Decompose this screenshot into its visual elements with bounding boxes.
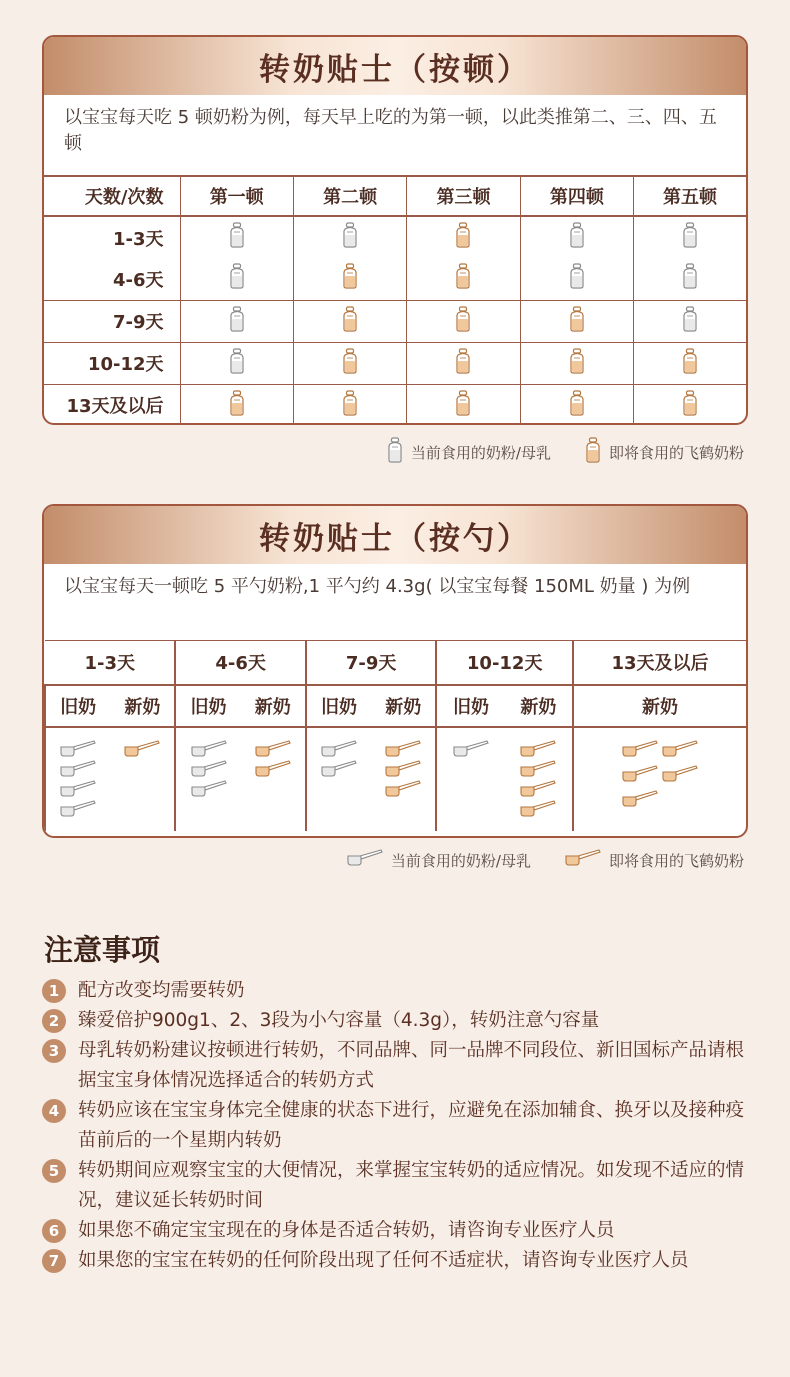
new-formula-scoop-icon — [520, 780, 556, 800]
day-range-header: 1-3天 — [45, 641, 175, 685]
new-formula-scoop-icon — [620, 790, 660, 813]
new-formula-scoop-icon — [660, 740, 700, 763]
current-formula-bottle-icon — [520, 216, 633, 258]
new-formula-bottle-icon — [293, 384, 406, 425]
bottle-icon — [585, 437, 609, 467]
new-formula-scoop-icon — [520, 740, 556, 760]
table-row — [44, 384, 746, 425]
day-range-header: 7-9天 — [306, 641, 436, 685]
current-formula-scoop-icon — [60, 800, 96, 820]
table-header: 第一顿 — [180, 176, 293, 216]
new-formula-scoop-icon — [620, 765, 660, 788]
new-formula-bottle-icon — [293, 342, 406, 384]
table-row — [44, 258, 746, 300]
legend-item-new — [565, 849, 744, 871]
current-formula-bottle-icon — [180, 300, 293, 342]
legend-item-old — [387, 437, 551, 467]
new-formula-bottle-icon — [293, 300, 406, 342]
table-header: 第四顿 — [520, 176, 633, 216]
new-formula-label: 新奶 — [110, 685, 175, 727]
new-formula-bottle-icon — [634, 384, 746, 425]
old-formula-label: 旧奶 — [175, 685, 240, 727]
spoon-schedule-table — [44, 640, 746, 831]
new-formula-bottle-icon — [407, 384, 520, 425]
new-formula-scoop-icon — [520, 800, 556, 820]
old-scoops — [45, 727, 110, 831]
current-formula-scoop-icon — [191, 780, 227, 800]
new-formula-label: 新奶 — [241, 685, 306, 727]
day-range-header: 10-12天 — [436, 641, 573, 685]
legend-item-new — [585, 437, 744, 467]
new-formula-scoop-icon — [385, 760, 421, 780]
card-title: 转奶贴士（按勺） — [44, 506, 746, 564]
table-header: 第二顿 — [293, 176, 406, 216]
note-text: 转奶期间应观察宝宝的大便情况，来掌握宝宝转奶的适应情况。如发现不适应的情况，建议延长转奶时间 — [78, 1160, 745, 1211]
day-range-label: 1-3天 — [44, 216, 180, 258]
new-scoops — [371, 727, 436, 831]
new-formula-scoop-icon — [124, 740, 160, 760]
current-formula-bottle-icon — [520, 258, 633, 300]
number-badge: 5 — [42, 1159, 66, 1183]
day-range-label: 7-9天 — [44, 300, 180, 342]
current-formula-bottle-icon — [180, 342, 293, 384]
new-formula-scoop-icon — [385, 780, 421, 800]
new-formula-scoop-icon — [620, 740, 660, 763]
new-formula-bottle-icon — [634, 342, 746, 384]
current-formula-scoop-icon — [453, 740, 489, 760]
current-formula-scoop-icon — [191, 760, 227, 780]
note-text: 母乳转奶粉建议按顿进行转奶，不同品牌、同一品牌不同段位、新旧国标产品请根据宝宝身体情况选择适合的转奶方式 — [78, 1040, 745, 1091]
new-formula-scoop-icon — [520, 760, 556, 780]
note-text: 配方改变均需要转奶 — [78, 980, 245, 1001]
legend-label: 当前食用的奶粉/母乳 — [390, 851, 531, 870]
current-formula-bottle-icon — [180, 258, 293, 300]
table-row — [44, 342, 746, 384]
new-formula-bottle-icon — [407, 258, 520, 300]
new-formula-scoop-icon — [255, 760, 291, 780]
new-formula-bottle-icon — [293, 258, 406, 300]
current-formula-scoop-icon — [321, 760, 357, 780]
number-badge: 6 — [42, 1219, 66, 1243]
list-item — [42, 976, 762, 1006]
day-range-header: 4-6天 — [175, 641, 305, 685]
legend-label: 即将食用的飞鹤奶粉 — [608, 443, 744, 462]
new-formula-bottle-icon — [520, 384, 633, 425]
scoop-icon — [347, 849, 391, 871]
table-row — [44, 300, 746, 342]
notes-title: 注意事项 — [44, 933, 161, 967]
number-badge: 1 — [42, 979, 66, 1003]
old-scoops — [175, 727, 240, 831]
feeding-card-by-meal — [42, 35, 748, 425]
current-formula-scoop-icon — [321, 740, 357, 760]
table-header: 第三顿 — [407, 176, 520, 216]
table-header: 第五顿 — [634, 176, 746, 216]
legend-spoons — [313, 849, 744, 871]
list-item — [42, 1036, 762, 1096]
current-formula-scoop-icon — [60, 740, 96, 760]
new-scoops — [241, 727, 306, 831]
day-range-label: 4-6天 — [112, 269, 164, 291]
notes-list — [42, 976, 762, 1276]
bottle-icon — [387, 437, 411, 467]
new-formula-bottle-icon — [180, 384, 293, 425]
card-description: 以宝宝每天吃 5 顿奶粉为例，每天早上吃的为第一顿，以此类推第二、三、四、五顿 — [64, 107, 717, 154]
new-formula-bottle-icon — [520, 300, 633, 342]
note-text: 如果您不确定宝宝现在的身体是否适合转奶，请咨询专业医疗人员 — [78, 1220, 615, 1241]
note-text: 如果您的宝宝在转奶的任何阶段出现了任何不适症状，请咨询专业医疗人员 — [78, 1250, 689, 1271]
new-formula-bottle-icon — [407, 342, 520, 384]
new-formula-bottle-icon — [520, 342, 633, 384]
legend-item-old — [347, 849, 531, 871]
old-formula-label: 旧奶 — [436, 685, 504, 727]
new-formula-scoop-icon — [385, 740, 421, 760]
note-text: 转奶应该在宝宝身体完全健康的状态下进行，应避免在添加辅食、换牙以及接种疫苗前后的一个星期内转奶 — [78, 1100, 745, 1151]
day-range-label: 13天及以后 — [44, 384, 180, 425]
new-scoops — [505, 727, 573, 831]
list-item — [42, 1216, 762, 1246]
old-scoops — [436, 727, 504, 831]
current-formula-bottle-icon — [293, 216, 406, 258]
number-badge: 3 — [42, 1039, 66, 1063]
legend-meals — [353, 437, 744, 467]
number-badge: 2 — [42, 1009, 66, 1033]
old-scoops — [306, 727, 371, 831]
list-item — [42, 1246, 762, 1276]
current-formula-bottle-icon — [634, 300, 746, 342]
scoop-icon — [565, 849, 609, 871]
list-item — [42, 1156, 762, 1216]
note-text: 臻爱倍护900g1、2、3段为小勺容量（4.3g），转奶注意勺容量 — [78, 1010, 600, 1031]
current-formula-scoop-icon — [60, 780, 96, 800]
card-title: 转奶贴士（按顿） — [44, 37, 746, 95]
new-formula-label: 新奶 — [371, 685, 436, 727]
new-formula-label: 新奶 — [573, 685, 746, 727]
new-formula-bottle-icon — [407, 300, 520, 342]
new-formula-scoop-icon — [660, 765, 700, 788]
number-badge: 4 — [42, 1099, 66, 1123]
meal-schedule-table — [44, 175, 746, 425]
legend-label: 即将食用的飞鹤奶粉 — [608, 851, 744, 870]
day-range-header: 13天及以后 — [573, 641, 746, 685]
current-formula-bottle-icon — [634, 258, 746, 300]
list-item — [42, 1096, 762, 1156]
day-range-label: 10-12天 — [44, 342, 180, 384]
current-formula-scoop-icon — [191, 740, 227, 760]
old-formula-label: 旧奶 — [45, 685, 110, 727]
old-formula-label: 旧奶 — [306, 685, 371, 727]
new-formula-bottle-icon — [407, 216, 520, 258]
current-formula-bottle-icon — [180, 216, 293, 258]
new-scoops — [110, 727, 175, 831]
number-badge: 7 — [42, 1249, 66, 1273]
current-formula-bottle-icon — [634, 216, 746, 258]
feeding-card-by-spoon — [42, 504, 748, 838]
new-scoops — [573, 727, 746, 831]
table-header-row — [44, 176, 746, 216]
current-formula-scoop-icon — [60, 760, 96, 780]
table-row — [44, 216, 746, 258]
list-item — [42, 1006, 762, 1036]
new-formula-scoop-icon — [255, 740, 291, 760]
card-description: 以宝宝每天一顿吃 5 平勺奶粉,1 平勺约 4.3g( 以宝宝每餐 150ML 奶量 ) 为例 — [64, 576, 691, 597]
new-formula-label: 新奶 — [505, 685, 573, 727]
table-header: 天数/次数 — [44, 176, 180, 216]
legend-label: 当前食用的奶粉/母乳 — [410, 443, 551, 462]
